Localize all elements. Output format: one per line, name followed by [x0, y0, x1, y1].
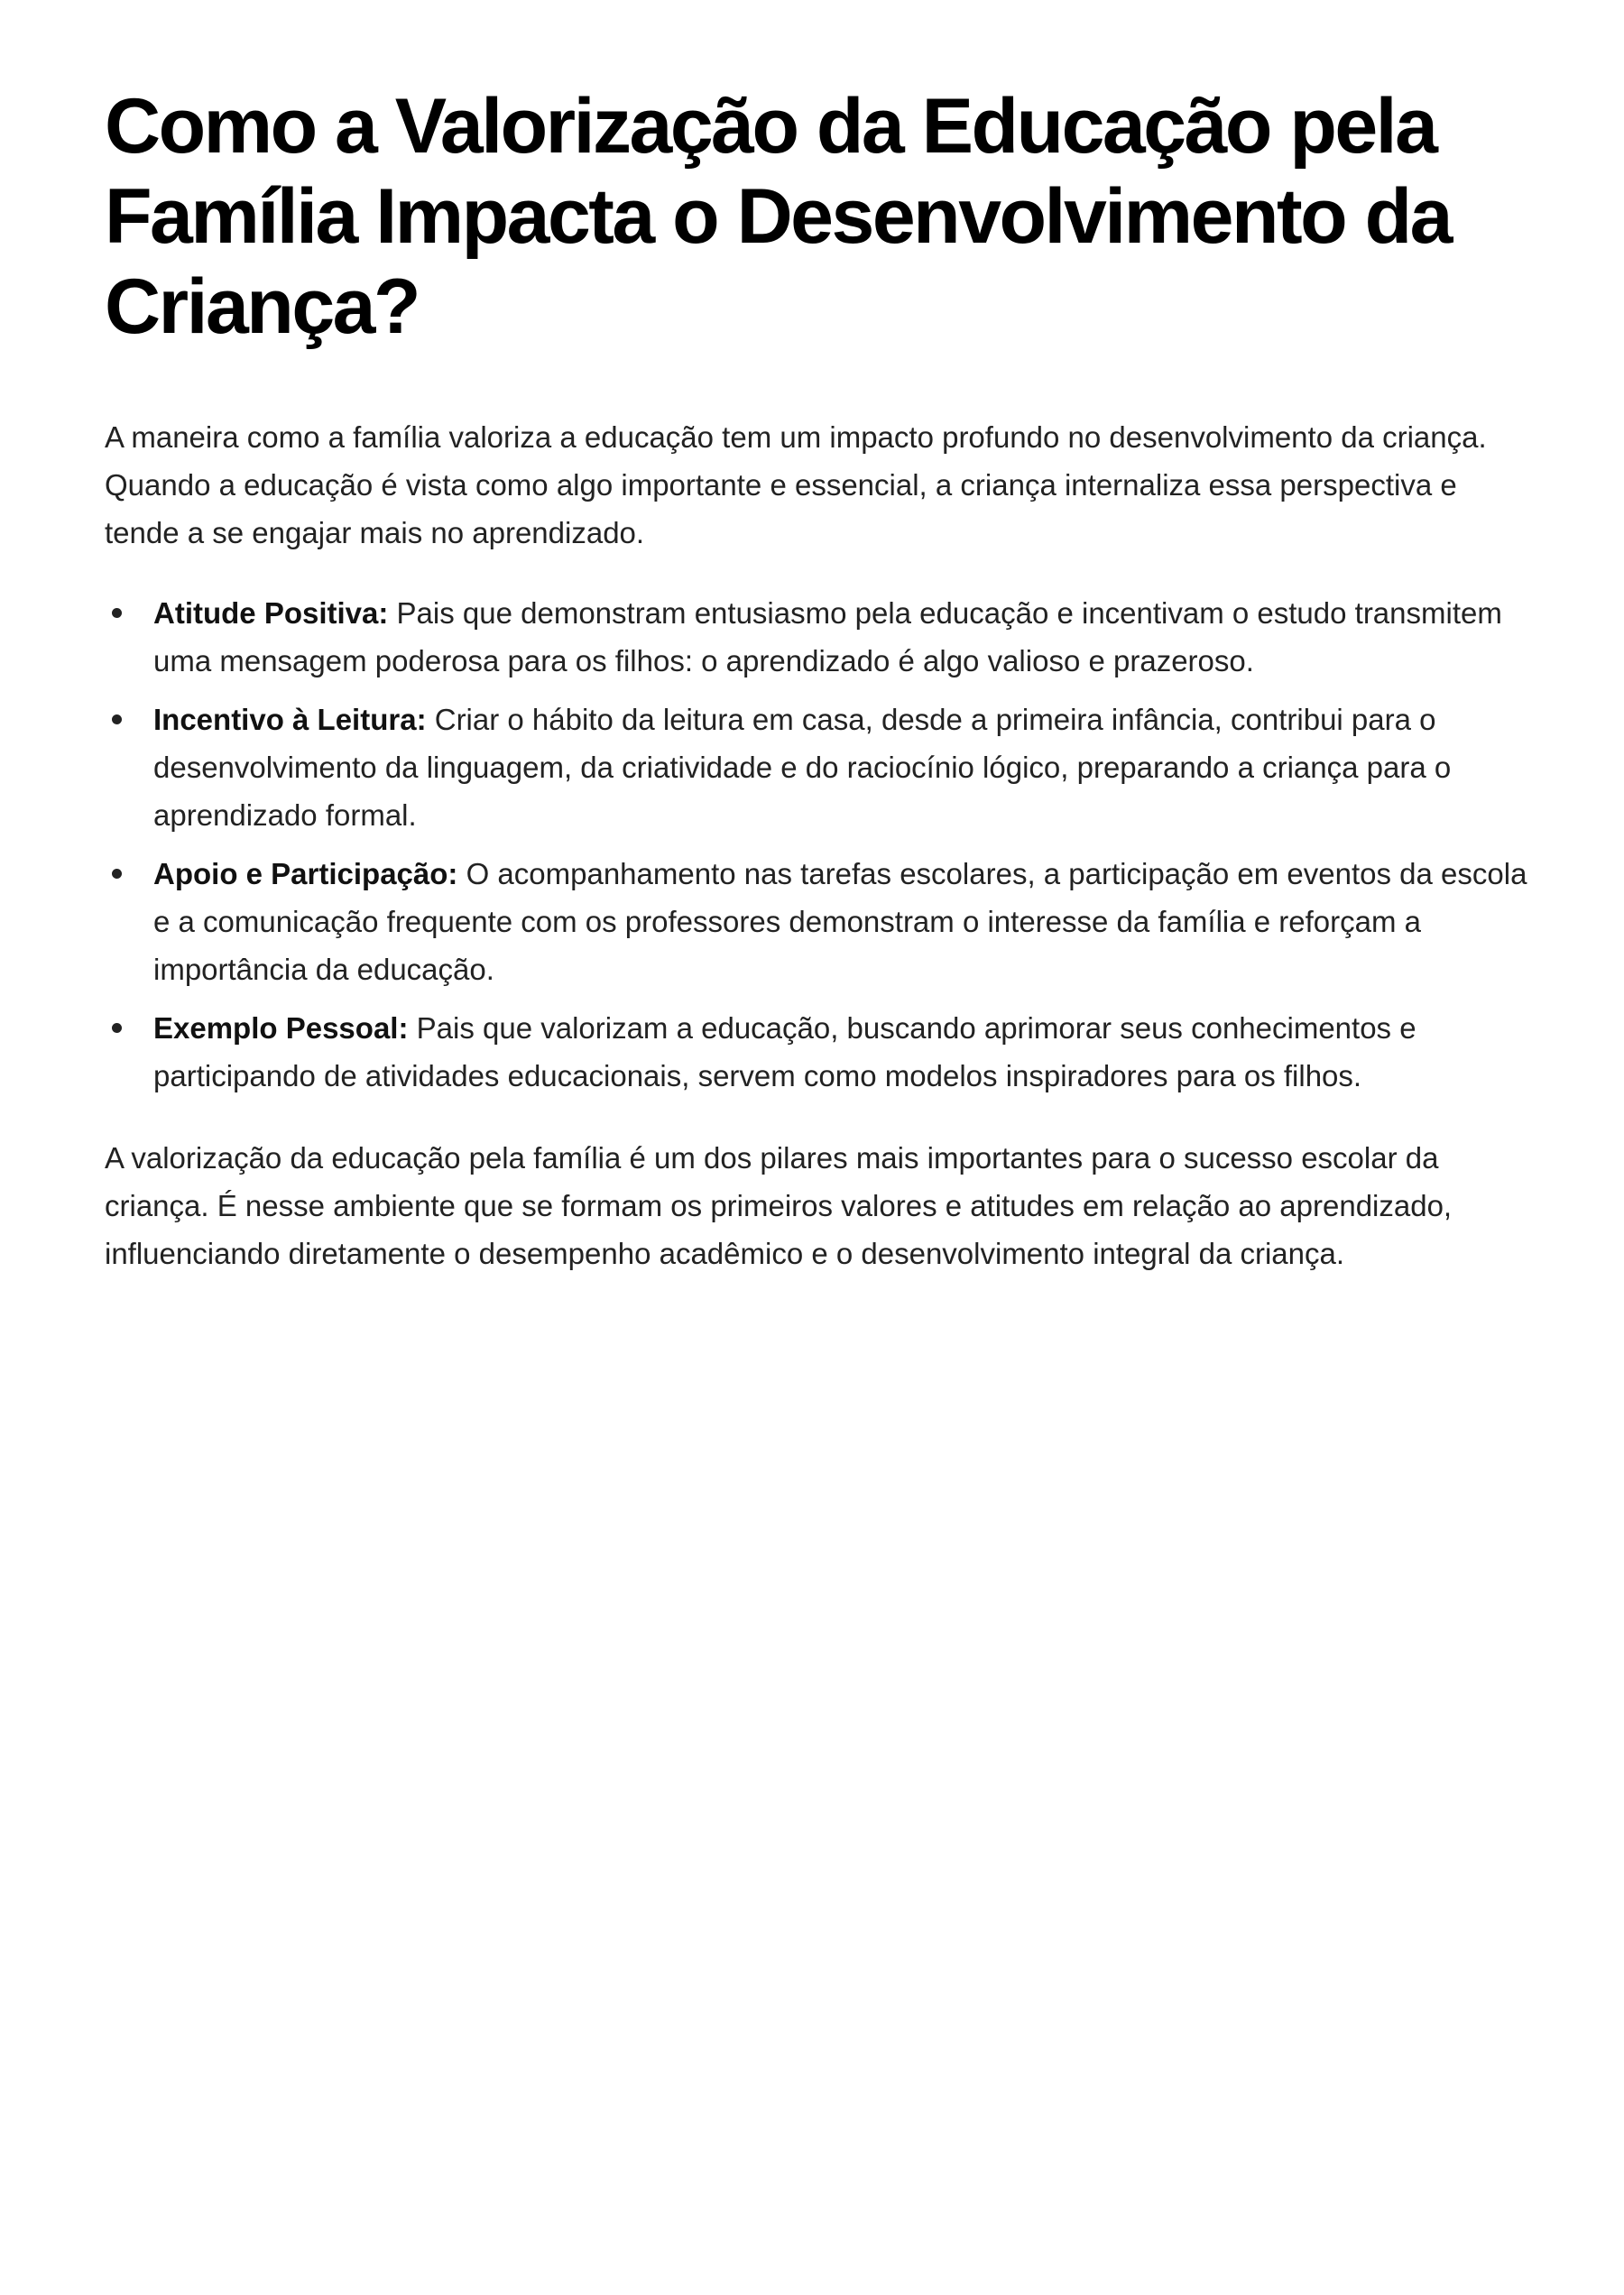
list-item [105, 589, 1539, 685]
intro-paragraph: A maneira como a família valoriza a educação tem um impacto profundo no desenvolvimento da criança. Quando a educação é vista como algo importante e essencial, a criança internaliza essa perspectiva e tende a se engajar mais no aprendizado. [105, 420, 1487, 549]
bullet-icon [112, 608, 122, 618]
list-item [105, 1004, 1539, 1100]
closing-paragraph: A valorização da educação pela família é um dos pilares mais importantes para o sucesso escolar da criança. É nesse ambiente que se formam os primeiros valores e atitudes em relação ao aprendizado, influenciando diretamente o desempenho acadêmico e o desenvolvimento integral da criança. [105, 1141, 1453, 1270]
bullet-label: Apoio e Participação: [153, 857, 466, 890]
bullet-text: O acompanhamento nas tarefas escolares, a participação em eventos da escola e a comunicação frequente com os professores demonstram o interesse da família e reforçam a importância da educação. [153, 857, 1527, 986]
document-page [105, 81, 1539, 1277]
bullet-text: Criar o hábito da leitura em casa, desde a primeira infância, contribui para o desenvolvimento da linguagem, da criatividade e do raciocínio lógico, preparando a criança para o aprendizado formal. [153, 703, 1452, 832]
list-item [105, 850, 1539, 993]
bullet-label: Incentivo à Leitura: [153, 703, 435, 736]
list-item [105, 696, 1539, 839]
page-title: Como a Valorização da Educação pela Família Impacta o Desenvolvimento da Criança? [105, 83, 1451, 350]
bullet-label: Atitude Positiva: [153, 596, 397, 630]
bullet-icon [112, 714, 122, 724]
bullet-icon [112, 869, 122, 879]
bullet-list [105, 589, 1539, 1100]
bullet-text: Pais que valorizam a educação, buscando aprimorar seus conhecimentos e participando de atividades educacionais, servem como modelos inspiradores para os filhos. [153, 1011, 1416, 1092]
bullet-icon [112, 1023, 122, 1033]
bullet-label: Exemplo Pessoal: [153, 1011, 417, 1045]
bullet-text: Pais que demonstram entusiasmo pela educação e incentivam o estudo transmitem uma mensagem poderosa para os filhos: o aprendizado é algo valioso e prazeroso. [153, 596, 1502, 677]
